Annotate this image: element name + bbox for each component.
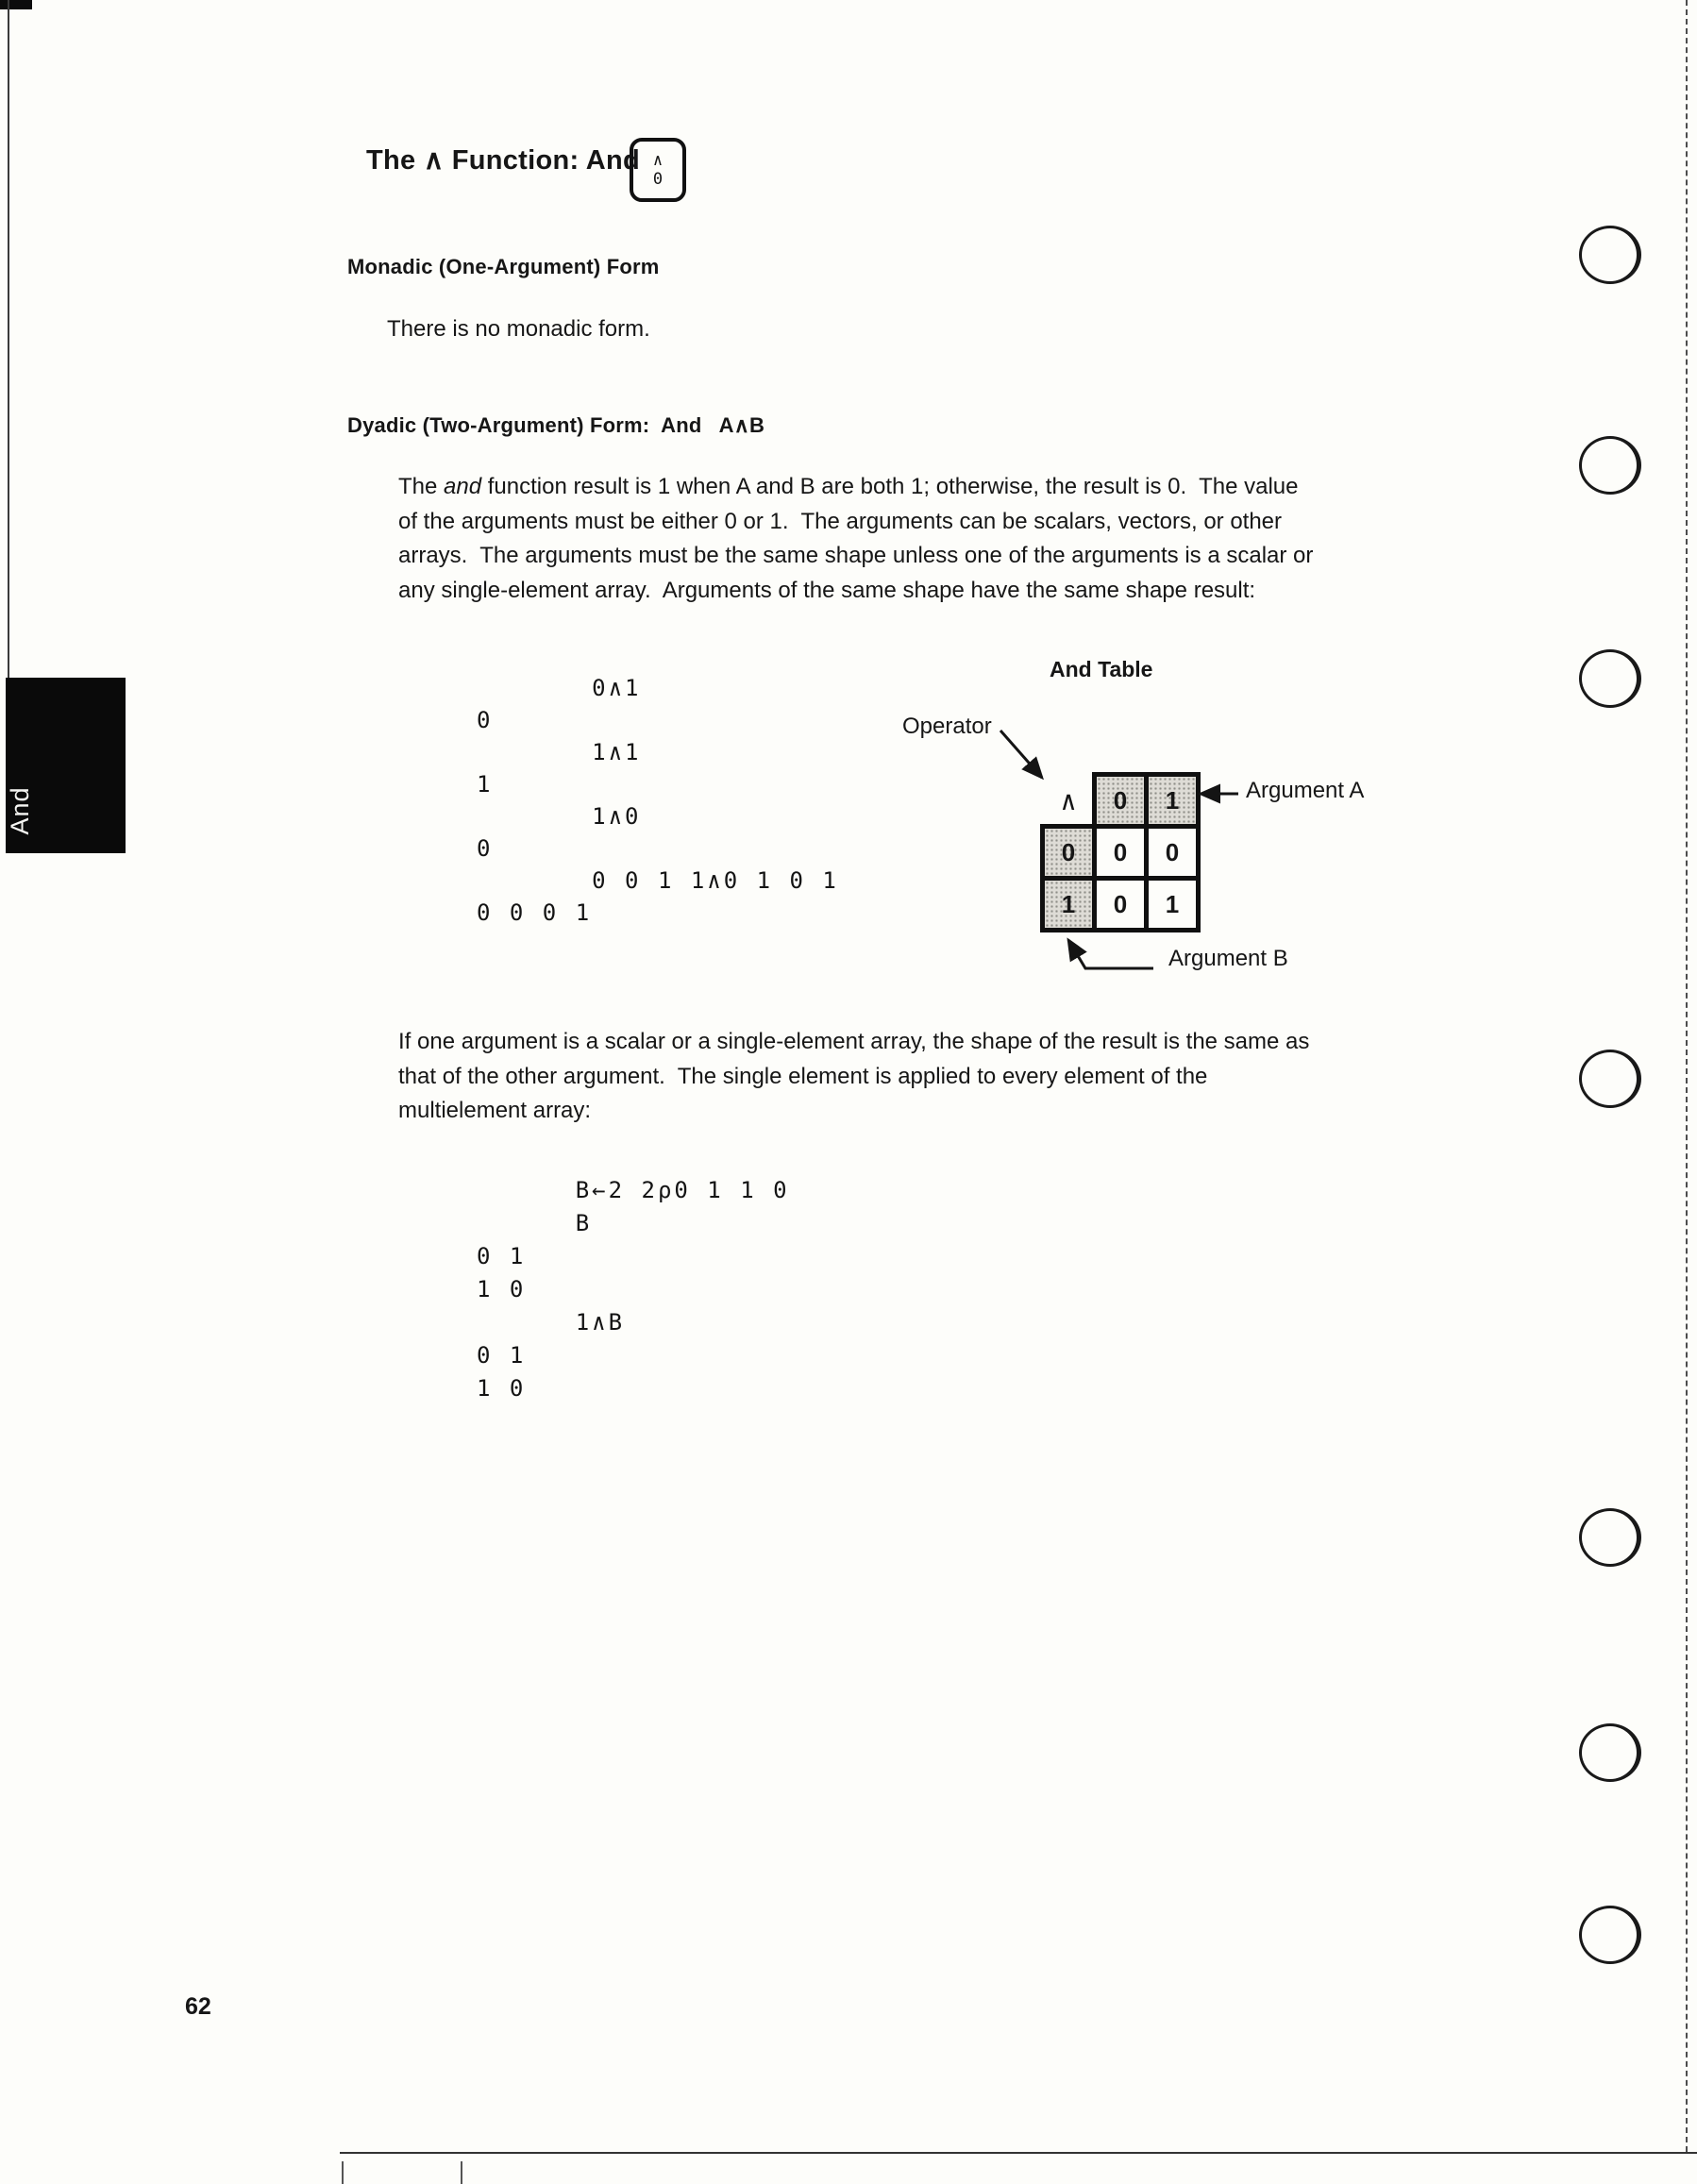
bottom-tick-mark <box>461 2161 462 2184</box>
scalar-argument-paragraph: If one argument is a scalar or a single-element array, the shape of the result is the same as that of the other argument. The single element is applied to every element of the multielement array: <box>398 1029 1317 1123</box>
apl-example-block-2 <box>477 1174 790 1405</box>
apl-input-line: 1∧0 <box>477 803 642 830</box>
binder-hole <box>1579 1508 1641 1567</box>
binder-hole <box>1579 1906 1641 1964</box>
monadic-form-text: There is no monadic form. <box>387 316 650 342</box>
apl-input-line: 0∧1 <box>477 675 642 701</box>
apl-example-block-1 <box>477 672 839 929</box>
page-title: The ∧ Function: And <box>366 145 641 176</box>
paragraph-text: function result is 1 when A and B are both 1; otherwise, the result is 0. The value of the arguments must be either 0 or 1. The arguments can be scalars, vectors, or other arrays. The arguments must be the same shape unless one of the arguments is a scalar or any single-element array. Arguments of the same shape have the same shape result: <box>398 474 1320 603</box>
apl-output-line: 0 <box>477 835 494 862</box>
apl-input-line: 1∧B <box>477 1309 626 1336</box>
scan-corner-mark <box>0 0 32 9</box>
dyadic-description-paragraph <box>398 470 1319 608</box>
apl-output-line: 1 0 <box>477 1276 527 1302</box>
binder-hole <box>1579 1723 1641 1782</box>
monadic-form-heading: Monadic (One-Argument) Form <box>347 255 660 278</box>
argument-b-arrow <box>1068 940 1153 968</box>
binder-hole <box>1579 649 1641 708</box>
operator-label: Operator <box>902 714 992 739</box>
operator-arrow <box>1000 731 1042 778</box>
and-table-col-header: 0 <box>1092 772 1149 829</box>
apl-and-key-icon <box>630 138 686 202</box>
bottom-rule <box>340 2152 1697 2154</box>
and-table-cell: 1 <box>1144 876 1201 932</box>
binder-hole <box>1579 436 1641 495</box>
apl-input-line: 0 0 1 1∧0 1 0 1 <box>477 867 839 894</box>
page-number: 62 <box>185 1993 211 2020</box>
binder-hole <box>1579 226 1641 284</box>
and-operator-symbol: ∧ <box>1060 784 1077 816</box>
keycap-top-glyph: ∧ <box>652 151 664 170</box>
and-table-row-header: 0 <box>1040 824 1097 881</box>
and-table-row-header: 1 <box>1040 876 1097 932</box>
binder-hole <box>1579 1050 1641 1108</box>
and-table-cell: 0 <box>1092 824 1149 881</box>
right-edge-dashed-line <box>1686 0 1688 2152</box>
argument-a-label: Argument A <box>1246 778 1365 803</box>
and-table-cell: 0 <box>1144 824 1201 881</box>
dyadic-form-heading: Dyadic (Two-Argument) Form: And A∧B <box>347 413 765 437</box>
apl-output-line: 1 0 <box>477 1375 527 1402</box>
side-tab-label: And <box>6 786 34 835</box>
apl-output-line: 0 <box>477 707 494 733</box>
apl-output-line: 0 1 <box>477 1342 527 1369</box>
apl-output-line: 0 0 0 1 <box>477 899 593 926</box>
paragraph-text: The <box>398 474 445 499</box>
apl-output-line: 1 <box>477 771 494 798</box>
argument-b-label: Argument B <box>1168 946 1288 971</box>
and-table-title: And Table <box>1050 657 1153 681</box>
apl-input-line: B←2 2ρ0 1 1 0 <box>477 1177 790 1203</box>
and-table-col-header: 1 <box>1144 772 1201 829</box>
bottom-tick-mark <box>342 2161 344 2184</box>
left-edge-line <box>8 0 9 678</box>
apl-output-line: 0 1 <box>477 1243 527 1269</box>
italic-word-and: and <box>444 474 482 499</box>
keycap-bottom-glyph: 0 <box>652 170 664 189</box>
apl-input-line: B <box>477 1210 593 1236</box>
apl-input-line: 1∧1 <box>477 739 642 765</box>
and-table-cell: 0 <box>1092 876 1149 932</box>
